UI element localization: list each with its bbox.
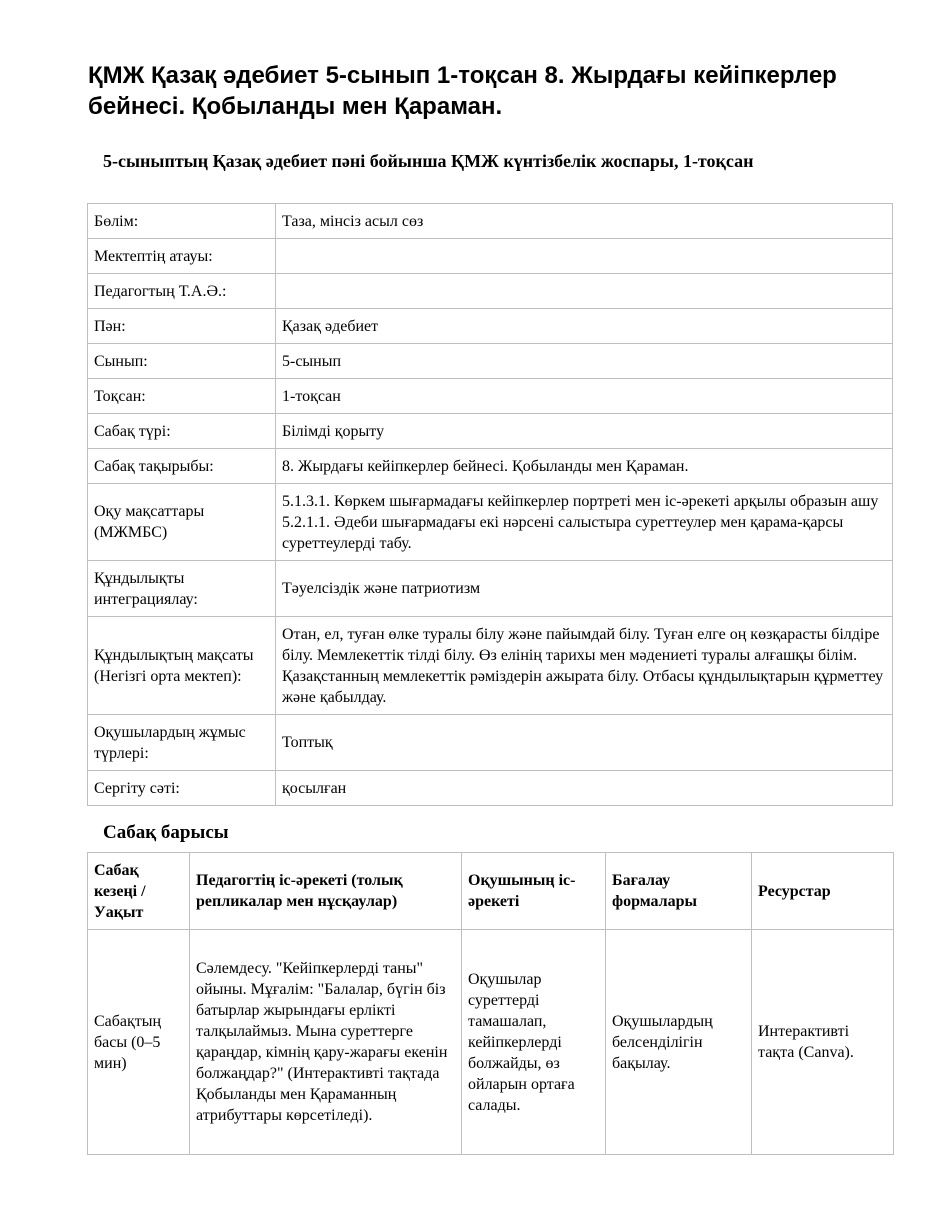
table-row [88, 274, 893, 309]
table-row [88, 239, 893, 274]
table-row [88, 379, 893, 414]
table-row [88, 617, 893, 715]
info-label: Сергіту сәті: [88, 771, 276, 806]
info-value [276, 274, 893, 309]
lesson-progress-heading: Сабақ барысы [103, 822, 229, 843]
info-value: Білімді қорыту [276, 414, 893, 449]
table-row [88, 561, 893, 617]
info-label: Бөлім: [88, 204, 276, 239]
table-row [88, 344, 893, 379]
info-label: Сабақ тақырыбы: [88, 449, 276, 484]
info-value: қосылған [276, 771, 893, 806]
lesson-plan-table [87, 852, 894, 1155]
info-label: Мектептің атауы: [88, 239, 276, 274]
column-header-stage: Сабақ кезеңі / Уақыт [88, 853, 190, 930]
column-header-resources: Ресурстар [752, 853, 894, 930]
info-value: Таза, мінсіз асыл сөз [276, 204, 893, 239]
cell-resources: Интерактивті тақта (Canva). [752, 930, 894, 1155]
table-row [88, 204, 893, 239]
column-header-student: Оқушының іс-әрекеті [462, 853, 606, 930]
info-value: 5-сынып [276, 344, 893, 379]
table-row [88, 309, 893, 344]
info-label: Құндылықты интеграциялау: [88, 561, 276, 617]
info-value: Тәуелсіздік және патриотизм [276, 561, 893, 617]
info-label: Оқу мақсаттары (МЖМБС) [88, 484, 276, 561]
info-value: 1-тоқсан [276, 379, 893, 414]
lesson-info-table [87, 203, 893, 806]
table-row [88, 771, 893, 806]
table-row [88, 484, 893, 561]
info-value: Отан, ел, туған өлке туралы білу және пайымдай білу. Туған елге оң көзқарасты білдіре білу. Мемлекеттік тілді білу. Өз елінің тарихы мен мәдениеті туралы алғашқы білім. Қазақстанның мемлекеттік рәміздерін ажырата білу. Отбасы құндылықтарын құрметтеу және қабылдау. [276, 617, 893, 715]
column-header-assessment: Бағалау формалары [606, 853, 752, 930]
info-value: Топтық [276, 715, 893, 771]
table-row [88, 930, 894, 1155]
info-value [276, 239, 893, 274]
info-value: 5.1.3.1. Көркем шығармадағы кейіпкерлер портреті мен іс-әрекеті арқылы образын ашу 5.2.1.1. Әдеби шығармадағы екі нәрсені салыстыра суреттеулер мен қарама-қарсы суреттеулерді табу. [276, 484, 893, 561]
table-row [88, 414, 893, 449]
table-row [88, 449, 893, 484]
info-label: Тоқсан: [88, 379, 276, 414]
column-header-teacher: Педагогтің іс-әрекеті (толық репликалар мен нұсқаулар) [190, 853, 462, 930]
info-value: Қазақ әдебиет [276, 309, 893, 344]
info-label: Оқушылардың жұмыс түрлері: [88, 715, 276, 771]
info-label: Сабақ түрі: [88, 414, 276, 449]
info-label: Педагогтың Т.А.Ә.: [88, 274, 276, 309]
cell-stage: Сабақтың басы (0–5 мин) [88, 930, 190, 1155]
info-label: Пән: [88, 309, 276, 344]
info-value: 8. Жырдағы кейіпкерлер бейнесі. Қобыланды мен Қараман. [276, 449, 893, 484]
info-label: Құндылықтың мақсаты (Негізгі орта мектеп): [88, 617, 276, 715]
info-label: Сынып: [88, 344, 276, 379]
document-title: ҚМЖ Қазақ әдебиет 5-сынып 1-тоқсан 8. Жырдағы кейіпкерлер бейнесі. Қобыланды мен Қараман. [88, 62, 837, 120]
cell-student: Оқушылар суреттерді тамашалап, кейіпкерлерді болжайды, өз ойларын ортаға салады. [462, 930, 606, 1155]
cell-teacher: Сәлемдесу. "Кейіпкерлерді таны" ойыны. Мұғалім: "Балалар, бүгін біз батырлар жырындағы ерлікті талқылаймыз. Мына суреттерге қараңдар, кімнің қару-жарағы екенін болжаңдар?" (Интерактивті тақтада Қобыланды мен Қараманның атрибуттары көрсетіледі). [190, 930, 462, 1155]
document-subtitle: 5-сыныптың Қазақ әдебиет пәні бойынша ҚМЖ күнтізбелік жоспары, 1-тоқсан [103, 151, 754, 171]
table-row [88, 715, 893, 771]
table-header-row [88, 853, 894, 930]
cell-assessment: Оқушылардың белсенділігін бақылау. [606, 930, 752, 1155]
